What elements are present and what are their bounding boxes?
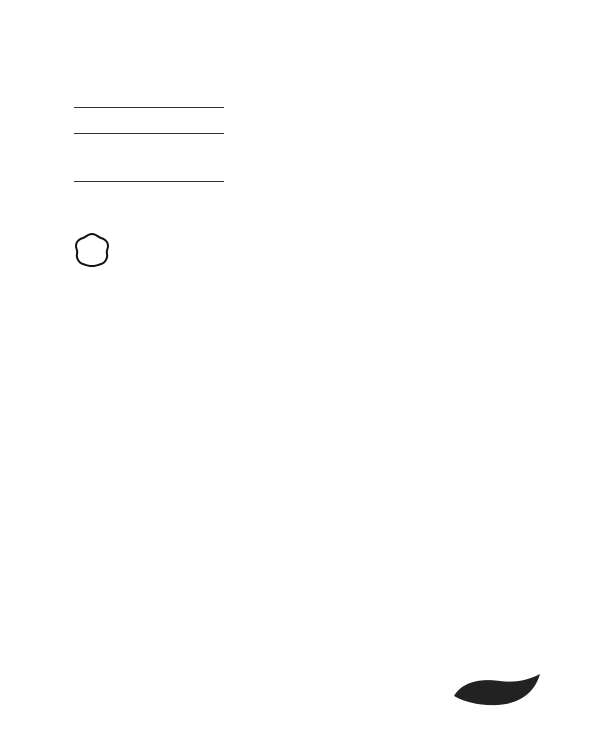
answer-blank[interactable] <box>74 163 224 182</box>
page-number-leaf <box>454 674 540 705</box>
task-number-badge <box>74 232 110 268</box>
bottom-decorative-border <box>0 672 600 708</box>
definition-item <box>74 162 520 184</box>
answer-blank[interactable] <box>74 115 224 134</box>
top-decorative-border <box>0 36 600 64</box>
definition-item <box>74 114 520 136</box>
answer-blank[interactable] <box>74 89 224 108</box>
definition-item <box>74 88 520 110</box>
